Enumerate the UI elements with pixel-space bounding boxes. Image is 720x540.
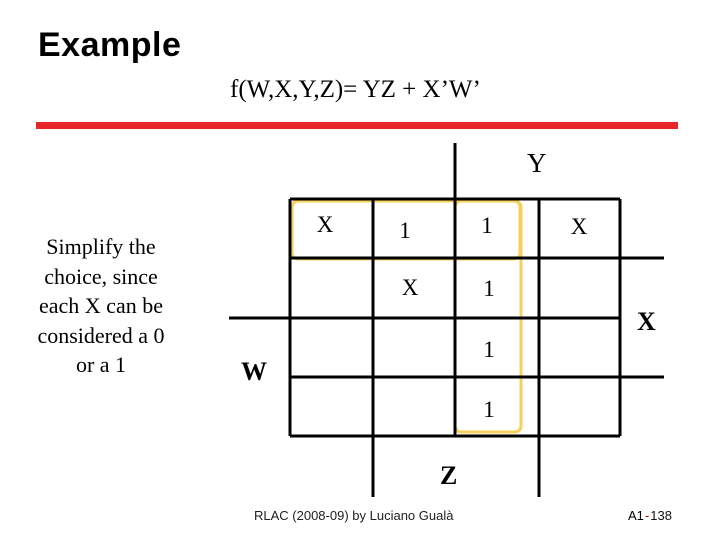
variable-label-y: Y [527, 148, 547, 178]
boolean-function: f(W,X,Y,Z)= YZ + X’W’ [230, 76, 481, 103]
variable-label-z: Z [440, 461, 458, 490]
cell-r1-c1: X [316, 212, 334, 237]
footer-credit: RLAC (2008-09) by Luciano Gualà [254, 508, 454, 523]
cell-r4-c3: 1 [483, 397, 495, 422]
page-number [628, 508, 672, 523]
cell-r2-c2: X [401, 275, 419, 300]
variable-label-x: X [637, 307, 656, 336]
slide-title: Example [38, 26, 182, 64]
cell-r1-c4: X [570, 214, 588, 239]
cell-r3-c3: 1 [483, 337, 495, 362]
page-prefix: A1 [628, 508, 644, 523]
simplify-note: Simplify the choice, since each X can be considered a 0 or a 1 [37, 234, 165, 377]
cell-r1-c2: 1 [399, 218, 411, 243]
variable-label-w: W [241, 357, 267, 386]
cell-r1-c3: 1 [481, 213, 493, 238]
cell-r2-c3: 1 [483, 276, 495, 301]
page-number-value: 138 [650, 508, 672, 523]
page-separator: - [644, 508, 650, 523]
kmap-grid [229, 143, 664, 497]
